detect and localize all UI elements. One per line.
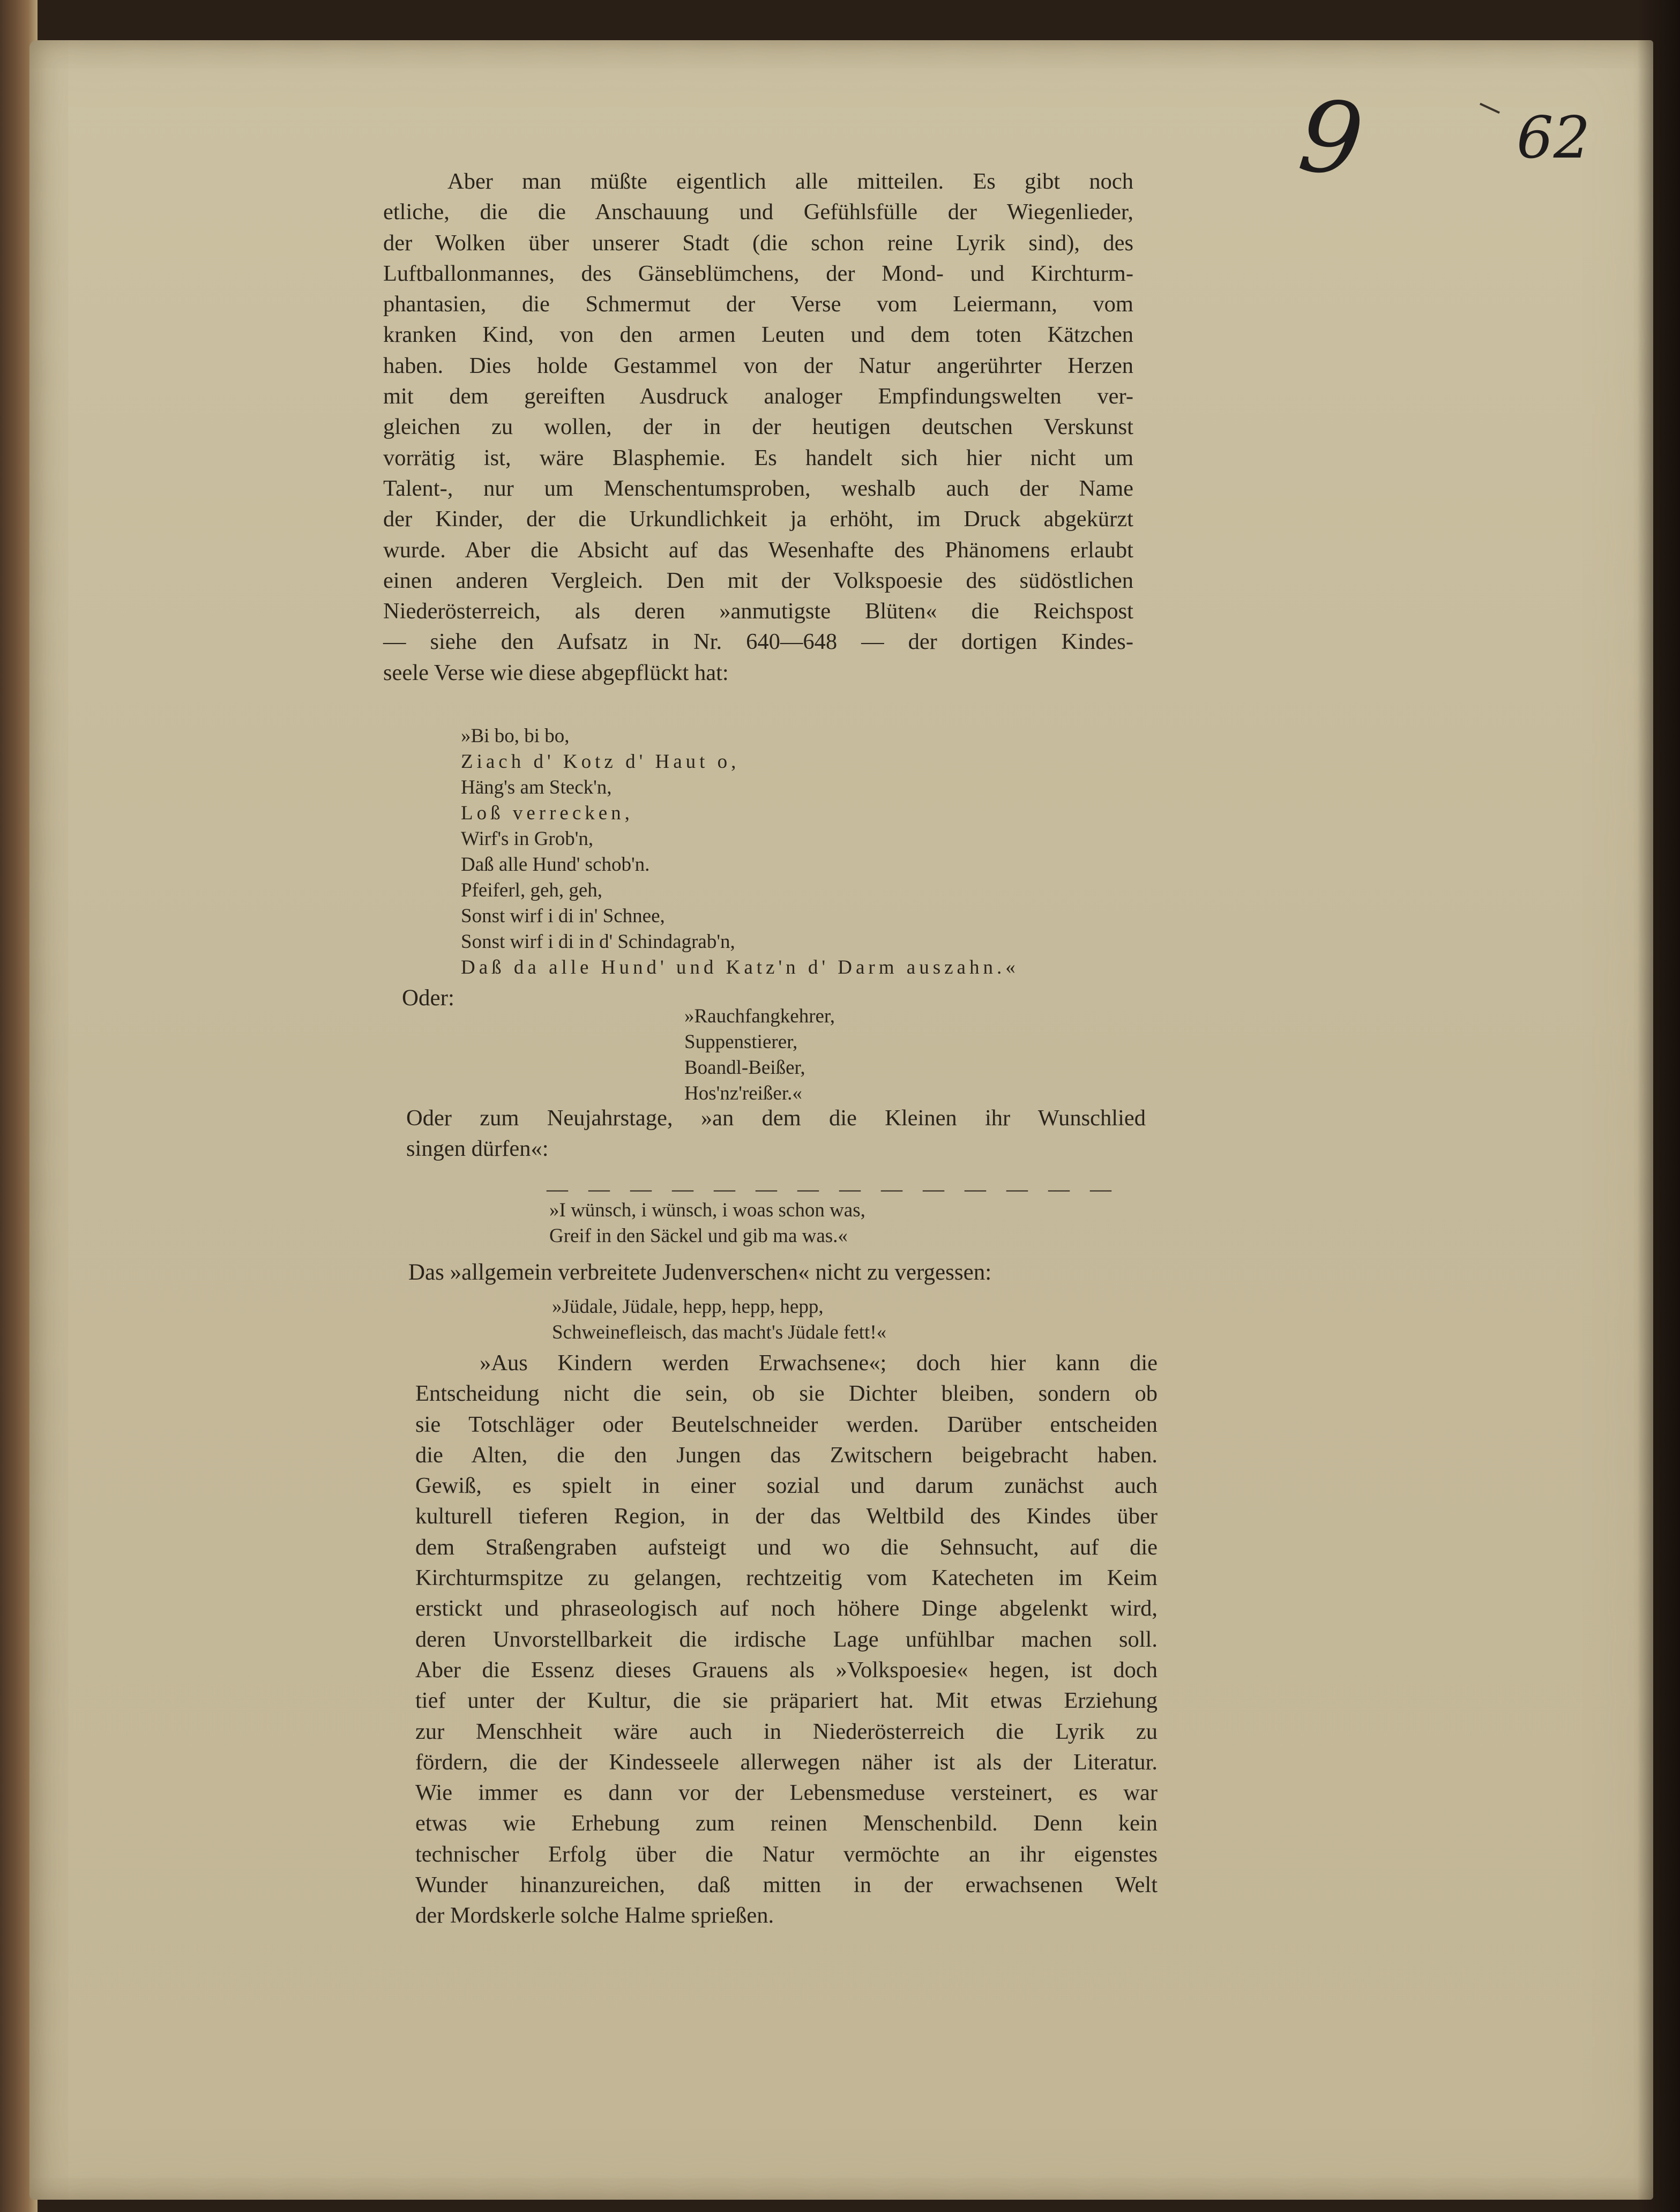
poem-wunschlied	[549, 1198, 865, 1249]
paragraph-line: singen dürfen«:	[406, 1136, 549, 1162]
poem-line: »Jüdale, Jüdale, hepp, hepp, hepp,	[552, 1296, 824, 1318]
paragraph-line: tief unter der Kultur, die sie präpariert hat. Mit etwas Erziehung	[415, 1688, 1158, 1714]
poem-line: Sonst wirf i di in d' Schindagrab'n,	[461, 931, 735, 953]
poem-line: Wirf's in Grob'n,	[461, 828, 594, 850]
paragraph-line: kulturell tieferen Region, in der das Weltbild des Kindes über	[415, 1504, 1158, 1529]
paragraph-neujahr	[406, 1103, 1146, 1164]
paragraph-line: »Aus Kindern werden Erwachsene«; doch hier kann die	[480, 1350, 1158, 1376]
paragraph-line: etwas wie Erhebung zum reinen Menschenbild. Denn kein	[415, 1811, 1158, 1836]
poem-line: Daß da alle Hund' und Katz'n d' Darm auszahn.«	[461, 956, 1019, 978]
poem-line: Pfeiferl, geh, geh,	[461, 879, 603, 901]
paragraph-line: deren Unvorstellbarkeit die irdische Lage unfühlbar machen soll.	[415, 1626, 1158, 1652]
poem-line: Boandl-Beißer,	[684, 1057, 805, 1079]
paragraph-line: der Wolken über unserer Stadt (die schon reine Lyrik sind), des	[383, 230, 1133, 256]
paragraph-line: technischer Erfolg über die Natur vermöchte an ihr eigenstes	[415, 1841, 1158, 1867]
paragraph-line: Oder zum Neujahrstage, »an dem die Kleinen ihr Wunschlied	[406, 1105, 1146, 1131]
paragraph-line: Gewiß, es spielt in einer sozial und darum zunächst auch	[415, 1473, 1158, 1499]
paragraph-2	[415, 1348, 1158, 1931]
paragraph-line: phantasien, die Schmermut der Verse vom Leiermann, vom	[383, 292, 1133, 317]
poem-bi-bo	[461, 723, 1019, 981]
paragraph-line: Wunder hinanzureichen, daß mitten in der erwachsenen Welt	[415, 1872, 1158, 1898]
handwritten-page-number: 62	[1517, 104, 1591, 171]
poem-line: Greif in den Säckel und gib ma was.«	[549, 1225, 848, 1247]
paragraph-line: dem Straßengraben aufsteigt und wo die Sehnsucht, auf die	[415, 1534, 1158, 1560]
paragraph-line: Niederösterreich, als deren »anmutigste Blüten« die Reichspost	[383, 599, 1133, 624]
poem-juedale	[552, 1294, 886, 1346]
paragraph-line: die Alten, die den Jungen das Zwitschern beigebracht haben.	[415, 1442, 1158, 1468]
dash-separator: — — — — — — — — — — — — — —	[547, 1177, 1119, 1201]
poem-line: Daß alle Hund' schob'n.	[461, 854, 650, 876]
paragraph-line: gleichen zu wollen, der in der heutigen deutschen Verskunst	[383, 414, 1133, 440]
paragraph-line: einen anderen Vergleich. Den mit der Volkspoesie des südöstlichen	[383, 567, 1133, 593]
paragraph-line: Entscheidung nicht die sein, ob sie Dichter bleiben, sondern ob	[415, 1381, 1158, 1407]
poem-line: »Rauchfangkehrer,	[684, 1005, 835, 1027]
paragraph-line: der Kinder, der die Urkundlichkeit ja erhöht, im Druck abgekürzt	[383, 506, 1133, 532]
poem-line: Häng's am Steck'n,	[461, 776, 612, 798]
paragraph-line: zur Menschheit wäre auch in Niederösterreich die Lyrik zu	[415, 1718, 1158, 1744]
paragraph-line: der Mordskerle solche Halme sprießen.	[415, 1903, 774, 1929]
paragraph-line: erstickt und phraseologisch auf noch höhere Dinge abgelenkt wird,	[415, 1596, 1158, 1621]
poem-line: »Bi bo, bi bo,	[461, 725, 570, 747]
paragraph-line: Wie immer es dann vor der Lebensmeduse versteinert, es war	[415, 1780, 1158, 1806]
poem-line: Hos'nz'reißer.«	[684, 1082, 802, 1104]
paragraph-line: vorrätig ist, wäre Blasphemie. Es handelt sich hier nicht um	[383, 445, 1133, 470]
juden-intro: Das »allgemein verbreitete Judenverschen« nicht zu vergessen:	[408, 1260, 992, 1285]
paragraph-line: haben. Dies holde Gestammel von der Natur angerührter Herzen	[383, 353, 1133, 378]
page-edge-shadow	[1637, 0, 1680, 2212]
paragraph-line: etliche, die die Anschauung und Gefühlsfülle der Wiegenlieder,	[383, 199, 1133, 225]
poem-rauchfangkehrer	[684, 1004, 835, 1107]
paragraph-line: kranken Kind, von den armen Leuten und dem toten Kätzchen	[383, 322, 1133, 348]
paragraph-line: mit dem gereiften Ausdruck analoger Empfindungswelten ver-	[383, 384, 1133, 409]
paragraph-1	[383, 166, 1133, 688]
oder-label: Oder:	[402, 985, 454, 1011]
paragraph-line: Luftballonmannes, des Gänseblümchens, der Mond- und Kirchturm-	[383, 260, 1133, 286]
poem-line: Loß verrecken,	[461, 802, 633, 824]
poem-line: Schweinefleisch, das macht's Jüdale fett!«	[552, 1321, 887, 1343]
poem-line: Suppenstierer,	[684, 1031, 798, 1053]
handwritten-sheet-number: 9	[1294, 77, 1369, 199]
paragraph-line: Talent-, nur um Menschentumsproben, weshalb auch der Name	[383, 475, 1133, 501]
poem-line: Ziach d' Kotz d' Haut o,	[461, 751, 740, 773]
paragraph-line: seele Verse wie diese abgepflückt hat:	[383, 660, 729, 685]
paragraph-line: wurde. Aber die Absicht auf das Wesenhafte des Phänomens erlaubt	[383, 537, 1133, 563]
poem-line: Sonst wirf i di in' Schnee,	[461, 905, 665, 927]
paragraph-line: Aber die Essenz dieses Grauens als »Volkspoesie« hegen, ist doch	[415, 1657, 1158, 1683]
paragraph-line: Kirchturmspitze zu gelangen, rechtzeitig vom Katecheten im Keim	[415, 1565, 1158, 1591]
paragraph-line: sie Totschläger oder Beutelschneider werden. Darüber entscheiden	[415, 1411, 1158, 1437]
poem-line: »I wünsch, i wünsch, i woas schon was,	[549, 1199, 865, 1221]
paragraph-line: — siehe den Aufsatz in Nr. 640—648 — der dortigen Kindes-	[383, 629, 1133, 655]
paragraph-line: Aber man müßte eigentlich alle mitteilen. Es gibt noch	[447, 169, 1133, 194]
paragraph-line: fördern, die der Kindesseele allerwegen näher ist als der Literatur.	[415, 1749, 1158, 1775]
